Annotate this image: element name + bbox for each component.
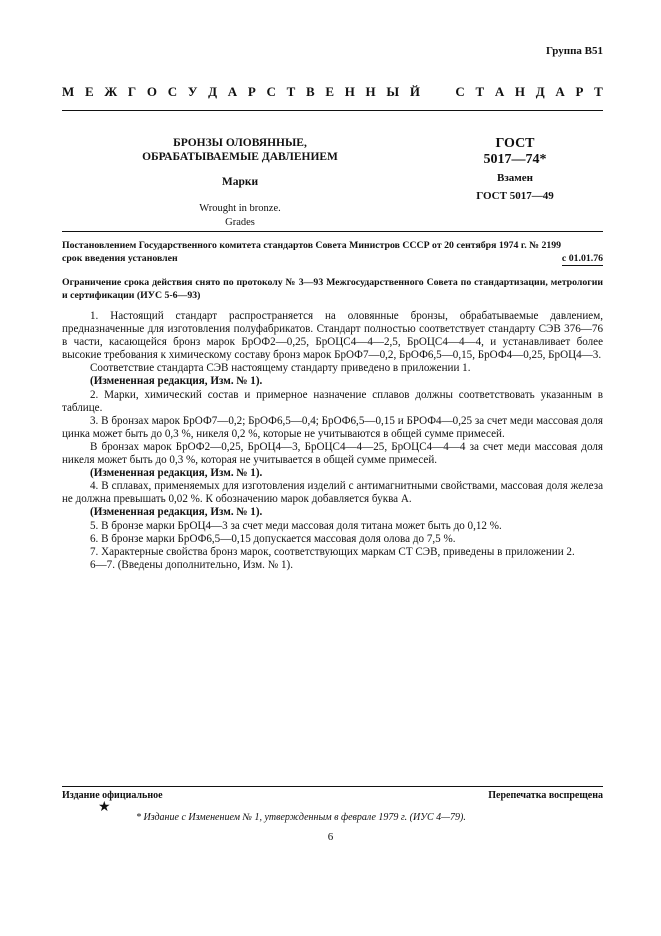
body-paragraph: 4. В сплавах, применяемых для изготовления изделий с антимагнитными свойствами, массовая доля железа не должна превышать 0,02 %. К обозначению марок добавляется буква А.	[62, 480, 603, 506]
page-number: 6	[327, 831, 334, 843]
banner-letter: Н	[344, 84, 355, 99]
body-paragraph: (Измененная редакция, Изм. № 1).	[90, 467, 263, 480]
banner-letter: Г	[127, 84, 137, 99]
body-paragraph: 2. Марки, химический состав и примерное назначение сплавов должны соответствовать указанным в таблице.	[62, 388, 603, 414]
banner-letter: Т	[594, 84, 603, 99]
banner-letter: А	[494, 84, 505, 99]
footnote: * Издание с Изменением № 1, утвержденным в феврале 1979 г. (ИУС 4—79).	[136, 812, 466, 823]
banner-letter: М	[62, 84, 75, 99]
banner-letter: Р	[575, 84, 584, 99]
decree-line-2: срок введения установлен	[62, 253, 178, 264]
body-paragraph: 1. Настоящий стандарт распространяется на оловянные бронзы, обрабатываемые давлением, предназначенные для изготовления полуфабрикатов. Стандарт полностью соответствует стандарту СЭВ 376—76 в части, касающейся бронз марок БрОФ2—0,25, БрОЦС4—4—2,5, БрОЦС4—4—4, и устанавливает более высокие требования к химическому составу бронз марок БрОФ7—0,2, БрОФ6,5—0,15, БрОФ4—0,25, БрОЦ4—3.	[62, 310, 603, 362]
body-paragraph: (Измененная редакция, Изм. № 1).	[90, 506, 263, 519]
body-paragraph: (Измененная редакция, Изм. № 1).	[90, 375, 263, 388]
effective-date: с 01.01.76	[561, 253, 603, 264]
english-title-line-2: Grades	[225, 217, 255, 228]
banner-letter: Т	[475, 84, 485, 99]
banner-letter: Д	[535, 84, 545, 99]
banner-letter	[431, 84, 445, 100]
subtitle-grades: Марки	[221, 176, 259, 188]
body-paragraph: В бронзах марок БрОФ2—0,25, БрОЦ4—3, БрОЦС4—4—25, БрОЦС4—4—4 за счет меди массовая доля никеля может быть до 0,3 %, которая не учитывается в общей сумме примесей.	[62, 440, 603, 467]
replaces-standard: ГОСТ 5017—49	[476, 190, 554, 202]
banner-letter: Е	[325, 84, 334, 99]
gost-block	[440, 136, 590, 202]
interstate-standard-banner	[62, 84, 603, 100]
banner-letter: О	[146, 84, 158, 99]
banner-letter: С	[167, 84, 178, 99]
body-paragraph: 3. В бронзах марок БрОФ7—0,2; БрОФ6,5—0,4; БрОФ6,5—0,15 и БРОФ4—0,25 за счет меди массовая доля цинка может быть до 0,3 %, никеля 0,2 %, которые не учитываются в общей сумме примесей.	[62, 414, 603, 440]
banner-letter: Н	[514, 84, 526, 99]
banner-letter: С	[266, 84, 276, 99]
footer-divider	[62, 786, 603, 787]
decree-line-1: Постановлением Государственного комитета стандартов Совета Министров СССР от 20 сентября 1974 г. № 2199	[62, 240, 562, 251]
banner-letter: Е	[84, 84, 94, 99]
body-paragraph: Соответствие стандарта СЭВ настоящему стандарту приведено в приложении 1.	[90, 362, 471, 375]
official-edition-label: Издание официальное	[62, 790, 163, 801]
body-paragraph: 7. Характерные свойства бронз марок, соответствующих маркам СТ СЭВ, приведены в приложении 2.	[90, 545, 575, 558]
banner-letter: В	[305, 84, 315, 99]
english-title-line-1: Wrought in bronze.	[199, 203, 281, 214]
title-line-1: БРОНЗЫ ОЛОВЯННЫЕ,	[173, 137, 307, 149]
group-code: Группа В51	[545, 45, 603, 57]
title-line-2: ОБРАБАТЫВАЕМЫЕ ДАВЛЕНИЕМ	[142, 151, 338, 163]
banner-letter: С	[455, 84, 465, 99]
header-divider	[62, 110, 603, 111]
body-paragraph: 6. В бронзе марки БрОФ6,5—0,15 допускается массовая доля олова до 7,5 %.	[90, 532, 456, 545]
banner-letter: Н	[365, 84, 376, 99]
body-text	[62, 310, 603, 572]
body-paragraph: 5. В бронзе марки БрОЦ4—3 за счет меди массовая доля титана может быть до 0,12 %.	[90, 519, 502, 532]
gost-number: 5017—74*	[483, 152, 547, 167]
body-paragraph: 6—7. (Введены дополнительно, Изм. № 1).	[90, 558, 294, 571]
banner-letter: Ж	[104, 84, 118, 99]
banner-letter: А	[227, 84, 238, 99]
banner-letter: Т	[286, 84, 296, 99]
banner-letter: А	[555, 84, 565, 99]
banner-letter: У	[187, 84, 198, 99]
decree-line-2-row	[62, 252, 603, 266]
title-block	[120, 136, 360, 230]
validity-limit-note: Ограничение срока действия снято по протоколу № 3—93 Межгосударственного Совета по стандартизации, метрологии и сертификации (ИУС 5-6—93)	[62, 277, 603, 301]
banner-letter: Й	[409, 84, 420, 99]
gost-label: ГОСТ	[495, 136, 535, 151]
replaces-label: Взамен	[497, 172, 533, 184]
decree-block	[62, 239, 603, 266]
banner-letter: Д	[208, 84, 218, 99]
banner-letter: Ы	[386, 84, 400, 99]
banner-letter: Р	[247, 84, 256, 99]
english-title	[120, 202, 360, 230]
title-divider	[62, 231, 603, 232]
reprint-prohibited-label: Перепечатка воспрещена	[488, 790, 603, 801]
star-icon: ★	[98, 800, 111, 815]
